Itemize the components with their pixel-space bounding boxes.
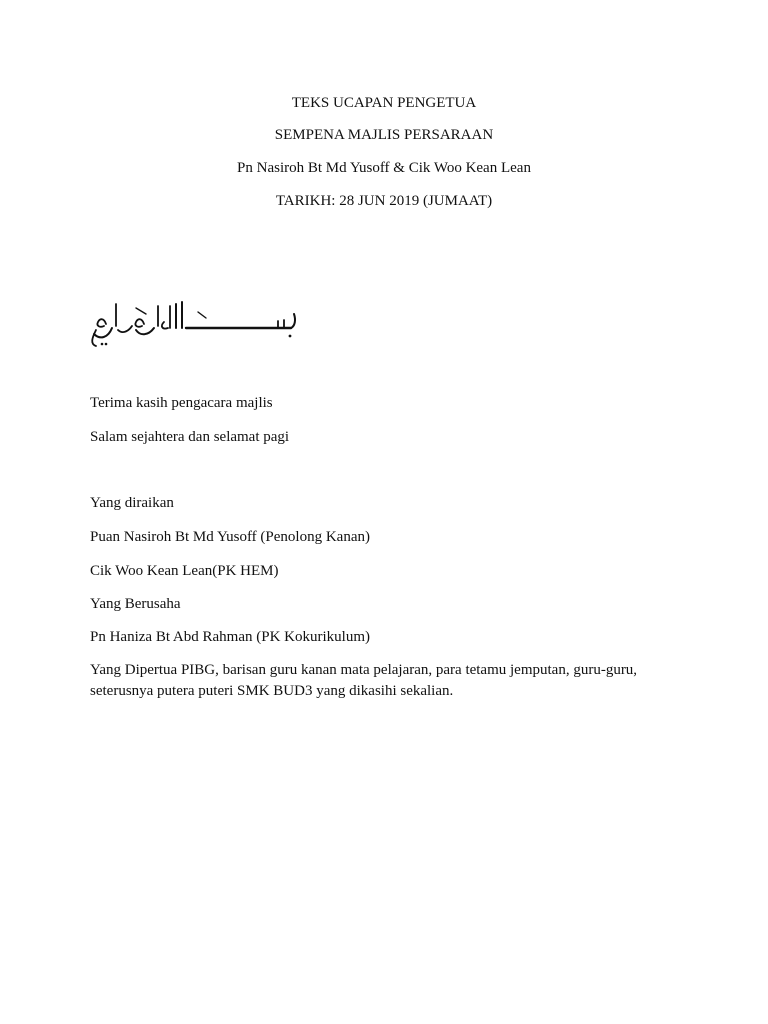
retiree-names: Pn Nasiroh Bt Md Yusoff & Cik Woo Kean Lean — [237, 160, 531, 176]
guests-intro: Yang Berusaha — [90, 596, 181, 612]
honoree-2: Cik Woo Kean Lean(PK HEM) — [90, 563, 279, 579]
guest-1: Pn Haniza Bt Abd Rahman (PK Kokurikulum) — [90, 629, 370, 645]
basmala-calligraphy-icon — [86, 296, 302, 352]
event-date: TARIKH: 28 JUN 2019 (JUMAAT) — [275, 193, 493, 209]
honorees-intro: Yang diraikan — [90, 495, 174, 511]
document-title: TEKS UCAPAN PENGETUA — [291, 95, 477, 111]
greeting-thanks-emcee: Terima kasih pengacara majlis — [90, 395, 273, 411]
document-subtitle: SEMPENA MAJLIS PERSARAAN — [274, 127, 494, 143]
closing-salutation: Yang Dipertua PIBG, barisan guru kanan mata pelajaran, para tetamu jemputan, guru-guru, seterusnya putera puteri SMK BUD3 yang dikasihi sekalian. — [90, 662, 638, 699]
honoree-1: Puan Nasiroh Bt Md Yusoff (Penolong Kanan) — [90, 529, 370, 545]
greeting-salutation: Salam sejahtera dan selamat pagi — [90, 429, 290, 445]
